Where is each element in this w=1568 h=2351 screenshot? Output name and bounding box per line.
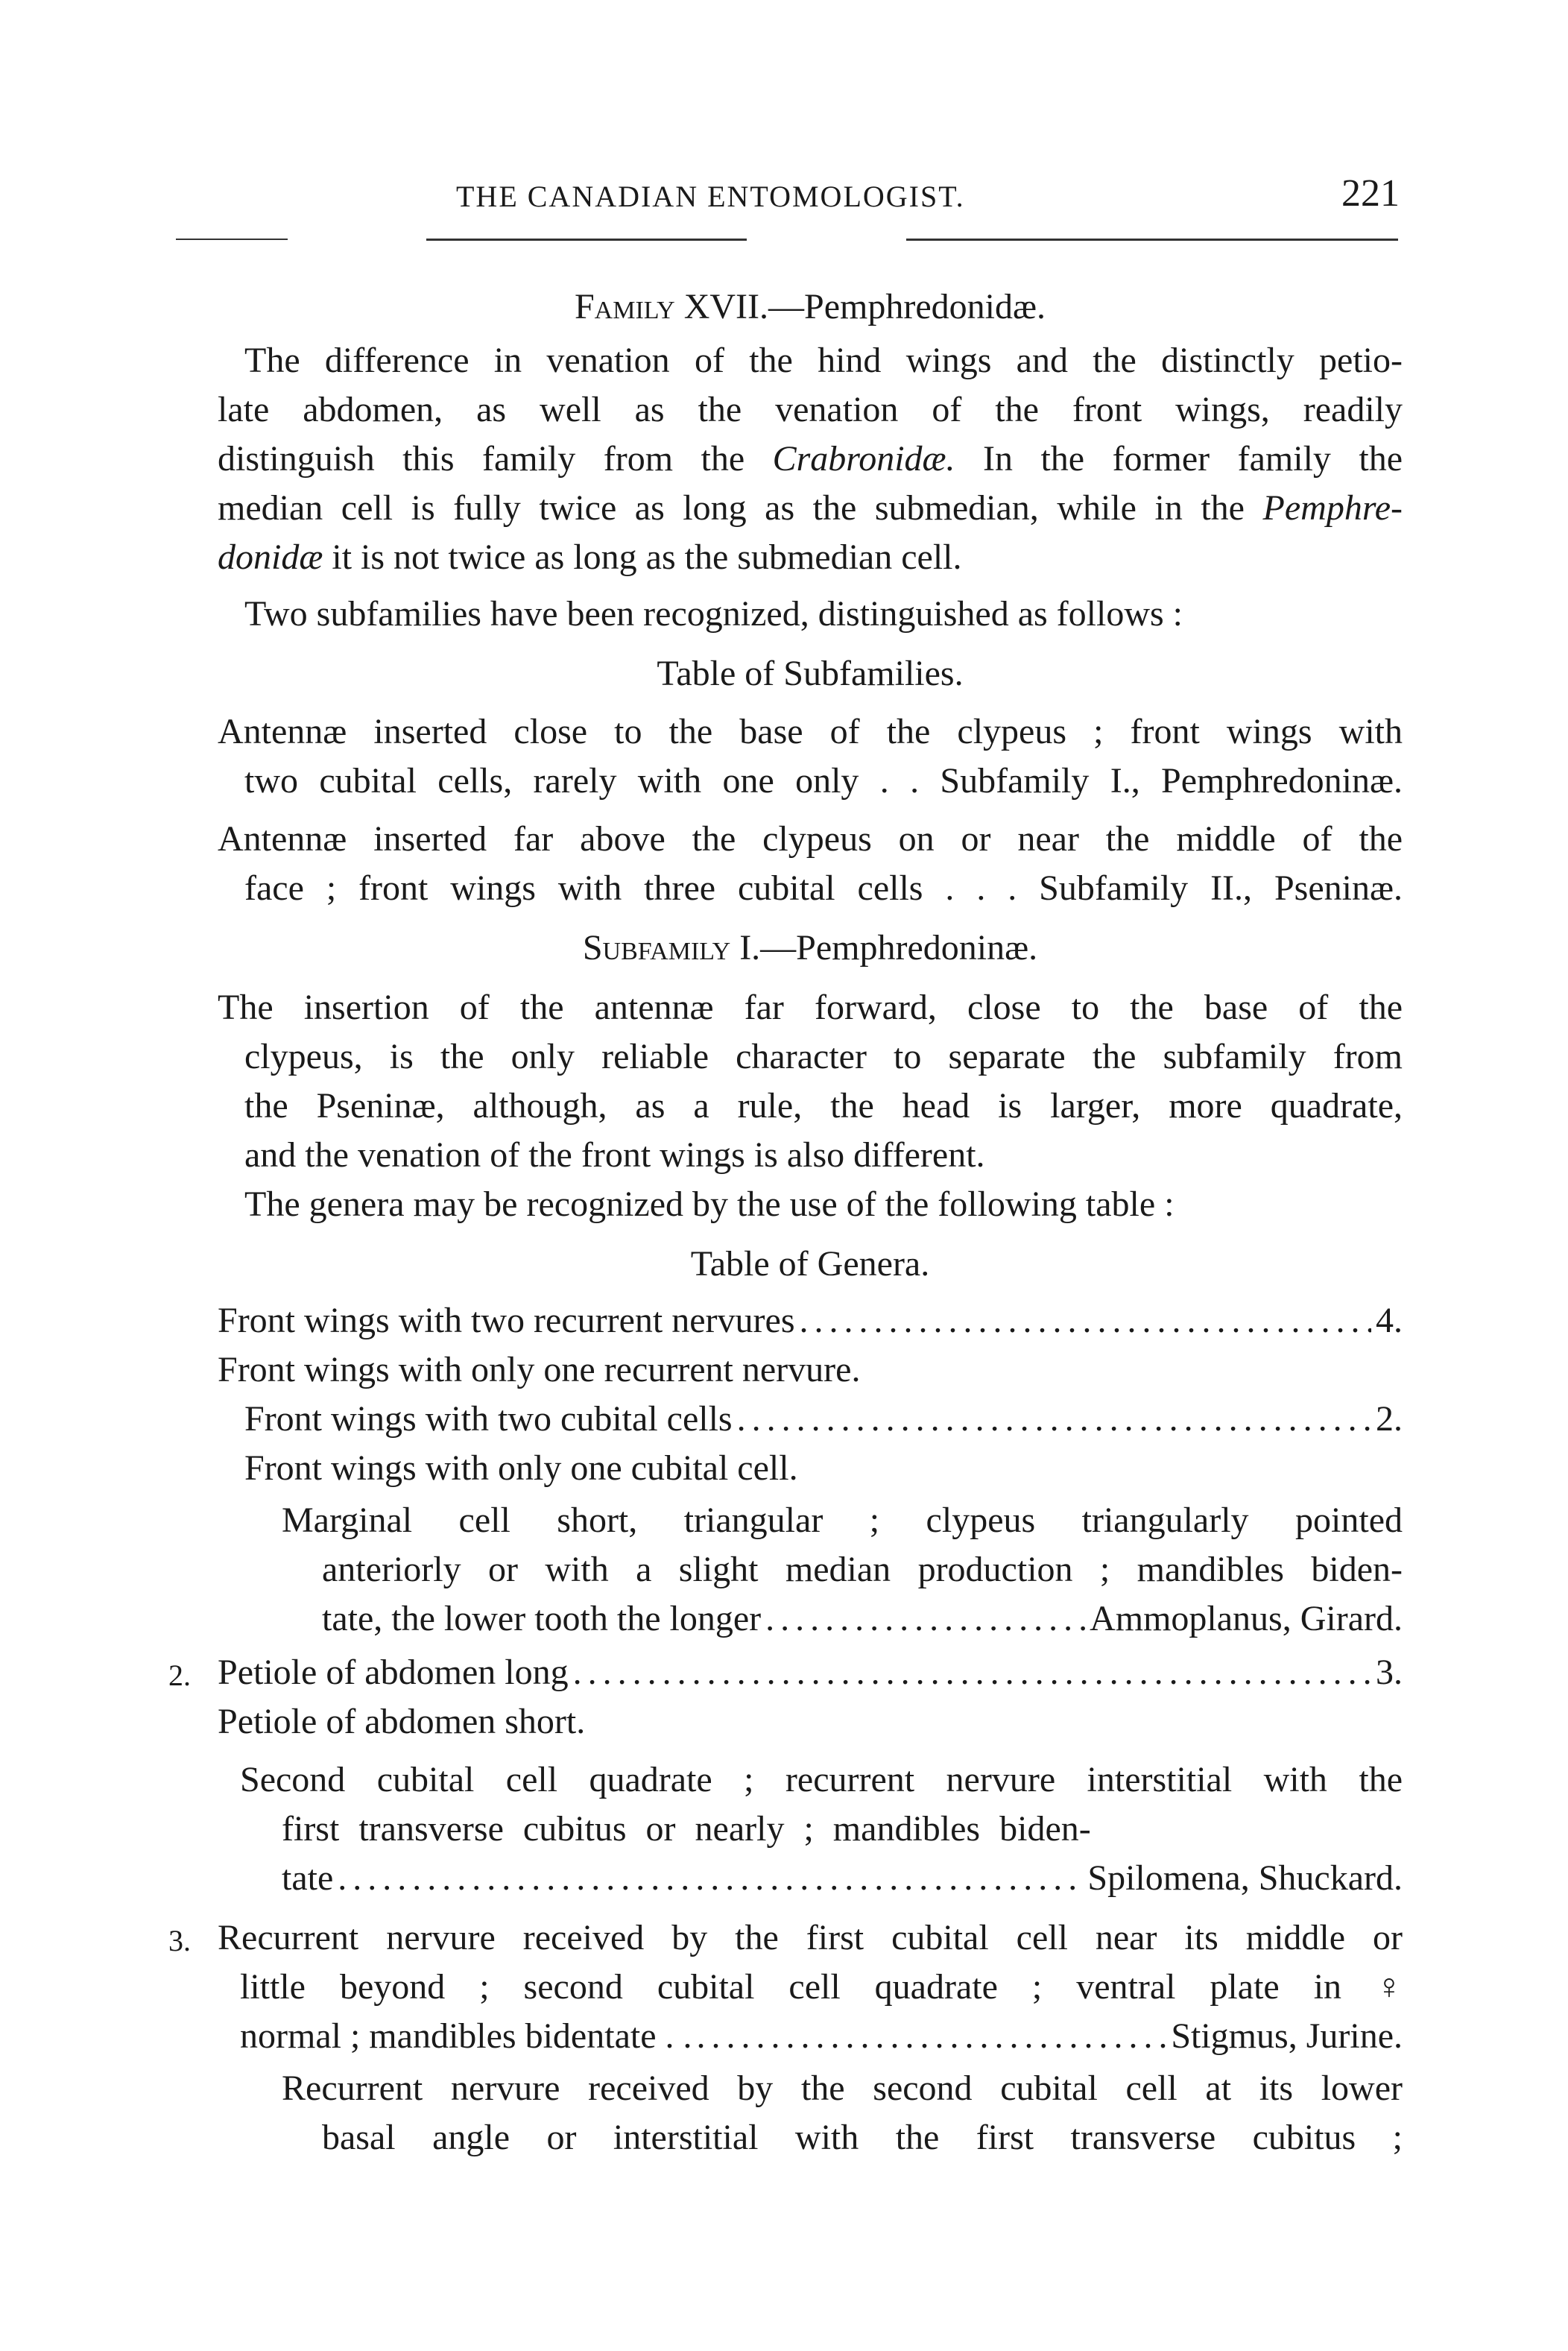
genus-name: Spilomena, Shuckard.: [1087, 1858, 1403, 1898]
page-number: 221: [1341, 172, 1400, 215]
genus-key-line: Marginal cell short, triangular ; clypeus triangularly pointed: [282, 1500, 1403, 1540]
intro-text: late abdomen, as well as the venation of the front wings, readily: [218, 390, 1403, 429]
table-subfamilies-title: Table of Subfamilies.: [657, 654, 964, 693]
subfamily-key-line: Antennæ inserted far above the clypeus on or near the middle of the: [218, 819, 1403, 859]
genus-key-entry: [282, 1855, 1403, 1902]
subfamily-key-line: Antennæ inserted close to the base of the clypeus ; front wings with: [218, 712, 1403, 751]
key-couplet-number: 2.: [168, 1659, 191, 1692]
subfamily-heading-label: Subfamily: [582, 928, 731, 968]
family-heading-name: XVII.—Pemphredonidæ.: [683, 287, 1046, 326]
genus-key-entry: [218, 1649, 1403, 1697]
genus-key-line: little beyond ; second cubital cell quadrate ; ventral plate in ♀: [240, 1967, 1403, 2007]
subfamily-text-line: The genera may be recognized by the use of the following table :: [244, 1184, 1175, 1224]
genus-key-line: basal angle or interstitial with the first transverse cubitus ;: [322, 2118, 1403, 2157]
genus-key-entry: [218, 1297, 1403, 1345]
family-heading-label: Family: [574, 287, 675, 326]
taxon-name: Pemphre-: [1262, 488, 1403, 528]
intro-line: [218, 386, 1403, 434]
genus-key-line: anteriorly or with a slight median production ; mandibles biden-: [322, 1550, 1403, 1589]
key-reference: 4.: [1376, 1301, 1403, 1340]
genus-key-entry: Front wings with only one cubital cell.: [244, 1448, 798, 1488]
dot-leader: [765, 1595, 1085, 1643]
subfamily-key-line: face ; front wings with three cubital cells . . . Subfamily II., Pseninæ.: [244, 868, 1403, 908]
key-couplet-number: 3.: [168, 1924, 191, 1957]
genus-key-line: first transverse cubitus or nearly ; mandibles biden-: [282, 1809, 1091, 1849]
genus-name: Ammoplanus, Girard.: [1090, 1599, 1403, 1638]
subfamily-heading-name: I.—Pemphredoninæ.: [739, 928, 1038, 968]
subfamily-text-line: the Pseninæ, although, as a rule, the head is larger, more quadrate,: [244, 1086, 1403, 1126]
genus-key-entry: Petiole of abdomen short.: [218, 1702, 586, 1741]
key-text: tate, the lower tooth the longer: [322, 1599, 762, 1638]
intro-text: In the former family the: [983, 439, 1403, 479]
key-text: Petiole of abdomen long: [218, 1653, 569, 1692]
key-reference: 3.: [1376, 1653, 1403, 1692]
intro-line: [218, 435, 1403, 483]
subfamily-text-line: clypeus, is the only reliable character to separate the subfamily from: [244, 1037, 1403, 1076]
header-rule-segment: [426, 239, 747, 241]
subfamilies-intro: Two subfamilies have been recognized, distinguished as follows :: [244, 594, 1183, 634]
key-reference: 2.: [1376, 1399, 1403, 1439]
genus-key-entry: [322, 1595, 1403, 1643]
intro-text: median cell is fully twice as long as the submedian, while in the: [218, 488, 1245, 528]
intro-text: The difference in venation of the hind wings and the distinctly petio-: [244, 341, 1403, 380]
genus-name: Stigmus, Jurine.: [1171, 2016, 1403, 2056]
genus-key-line: Second cubital cell quadrate ; recurrent nervure interstitial with the: [240, 1760, 1403, 1799]
genus-key-line: Recurrent nervure received by the first cubital cell near its middle or: [218, 1918, 1403, 1957]
key-text: normal ; mandibles bidentate . .: [240, 2016, 692, 2056]
key-text: tate: [282, 1858, 334, 1898]
header-rule-segment: [906, 239, 1398, 241]
genus-key-entry: [244, 1395, 1403, 1443]
intro-line: [218, 534, 1403, 581]
family-heading: [218, 283, 1403, 331]
table-genera-title: Table of Genera.: [690, 1244, 930, 1284]
taxon-name: Crabronidæ.: [772, 439, 955, 479]
genus-key-entry: [240, 2013, 1403, 2060]
intro-text: it is not twice as long as the submedian cell.: [332, 537, 962, 577]
intro-line: [244, 337, 1403, 385]
subfamily-key-line: two cubital cells, rarely with one only . . Subfamily I., Pemphredoninæ.: [244, 761, 1403, 801]
dot-leader: [338, 1855, 1083, 1902]
dot-leader: [737, 1395, 1371, 1443]
intro-text: distinguish this family from the: [218, 439, 745, 479]
subfamily-text-line: and the venation of the front wings is also different.: [244, 1135, 985, 1175]
intro-line: [218, 485, 1403, 532]
key-text: Front wings with two recurrent nervures: [218, 1301, 795, 1340]
dot-leader: [573, 1649, 1371, 1697]
running-header-title: THE CANADIAN ENTOMOLOGIST.: [456, 180, 965, 213]
dot-leader: [697, 2013, 1167, 2060]
taxon-name: donidæ: [218, 537, 323, 577]
header-rule-segment: [176, 239, 288, 240]
dot-leader: [800, 1297, 1372, 1345]
subfamily-text-line: The insertion of the antennæ far forward, close to the base of the: [218, 988, 1403, 1027]
key-text: Front wings with two cubital cells: [244, 1399, 733, 1439]
subfamily-heading: [218, 924, 1403, 972]
genus-key-line: Recurrent nervure received by the second cubital cell at its lower: [282, 2068, 1403, 2108]
genus-key-entry: Front wings with only one recurrent nervure.: [218, 1350, 861, 1389]
